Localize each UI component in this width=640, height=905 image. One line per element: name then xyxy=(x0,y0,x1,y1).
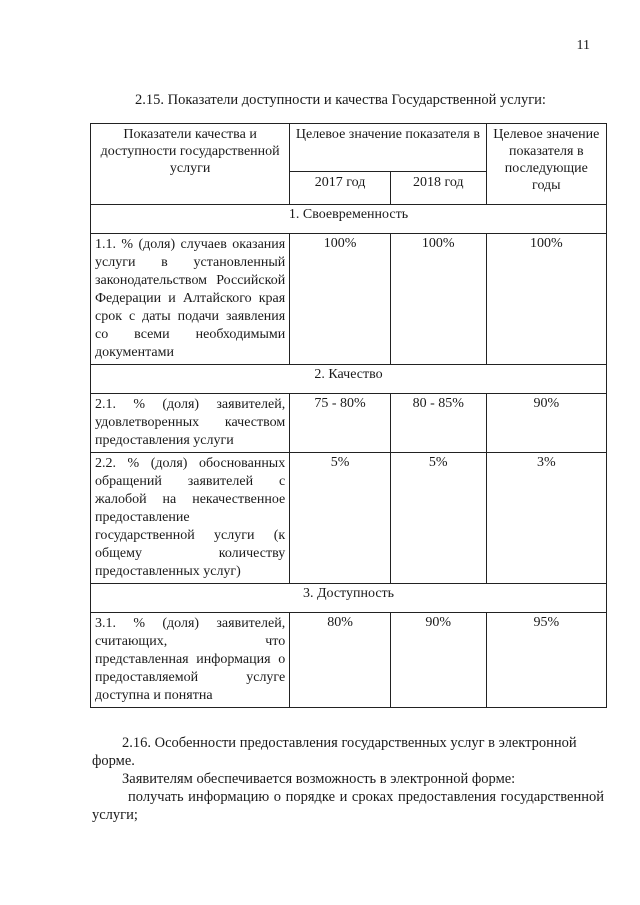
header-target-next-years: Целевое значение показателя в последующие годы xyxy=(486,124,606,205)
indicator-description: 2.2. % (доля) обоснованных обращений заявителей с жалобой на некачественное предоставление государственной услуги (к общему количеству предоставленных услуг) xyxy=(91,453,290,584)
value-2018: 80 - 85% xyxy=(390,394,486,453)
header-indicators: Показатели качества и доступности государственной услуги xyxy=(91,124,290,205)
value-2018: 5% xyxy=(390,453,486,584)
value-2017: 80% xyxy=(290,613,391,708)
paragraph-get-information: получать информацию о порядке и сроках предоставления государственной услуги; xyxy=(92,789,604,823)
table-row xyxy=(91,453,607,584)
value-2018: 90% xyxy=(390,613,486,708)
value-2017: 75 - 80% xyxy=(290,394,391,453)
value-next-years: 95% xyxy=(486,613,606,708)
header-row xyxy=(91,124,607,172)
table-row xyxy=(91,613,607,708)
section-title: 2.15. Показатели доступности и качества Государственной услуги: xyxy=(135,92,546,108)
indicator-description: 3.1. % (доля) заявителей, считающих, что представленная информация о предоставляемой услуге доступна и понятна xyxy=(91,613,290,708)
indicator-description: 1.1. % (доля) случаев оказания услуги в установленный законодательством Российской Федерации и Алтайского края срок с даты подачи заявления со всеми необходимыми документами xyxy=(91,234,290,365)
table-row xyxy=(91,234,607,365)
value-2017: 100% xyxy=(290,234,391,365)
value-2018: 100% xyxy=(390,234,486,365)
page-number: 11 xyxy=(576,38,590,53)
value-2017: 5% xyxy=(290,453,391,584)
header-year-2018: 2018 год xyxy=(390,171,486,204)
group-row xyxy=(91,365,607,394)
group-title-quality: 2. Качество xyxy=(91,365,607,394)
header-year-2017: 2017 год xyxy=(290,171,391,204)
group-row xyxy=(91,205,607,234)
group-title-accessibility: 3. Доступность xyxy=(91,584,607,613)
indicators-table xyxy=(90,123,607,708)
header-target-group: Целевое значение показателя в xyxy=(290,124,486,172)
value-next-years: 90% xyxy=(486,394,606,453)
value-next-years: 3% xyxy=(486,453,606,584)
indicator-description: 2.1. % (доля) заявителей, удовлетворенных качеством предоставления услуги xyxy=(91,394,290,453)
group-row xyxy=(91,584,607,613)
group-title-timeliness: 1. Своевременность xyxy=(91,205,607,234)
paragraph-2-16: 2.16. Особенности предоставления государственных услуг в электронной форме. xyxy=(92,735,577,769)
value-next-years: 100% xyxy=(486,234,606,365)
paragraph-electronic-form: Заявителям обеспечивается возможность в электронной форме: xyxy=(122,771,516,787)
table-row xyxy=(91,394,607,453)
